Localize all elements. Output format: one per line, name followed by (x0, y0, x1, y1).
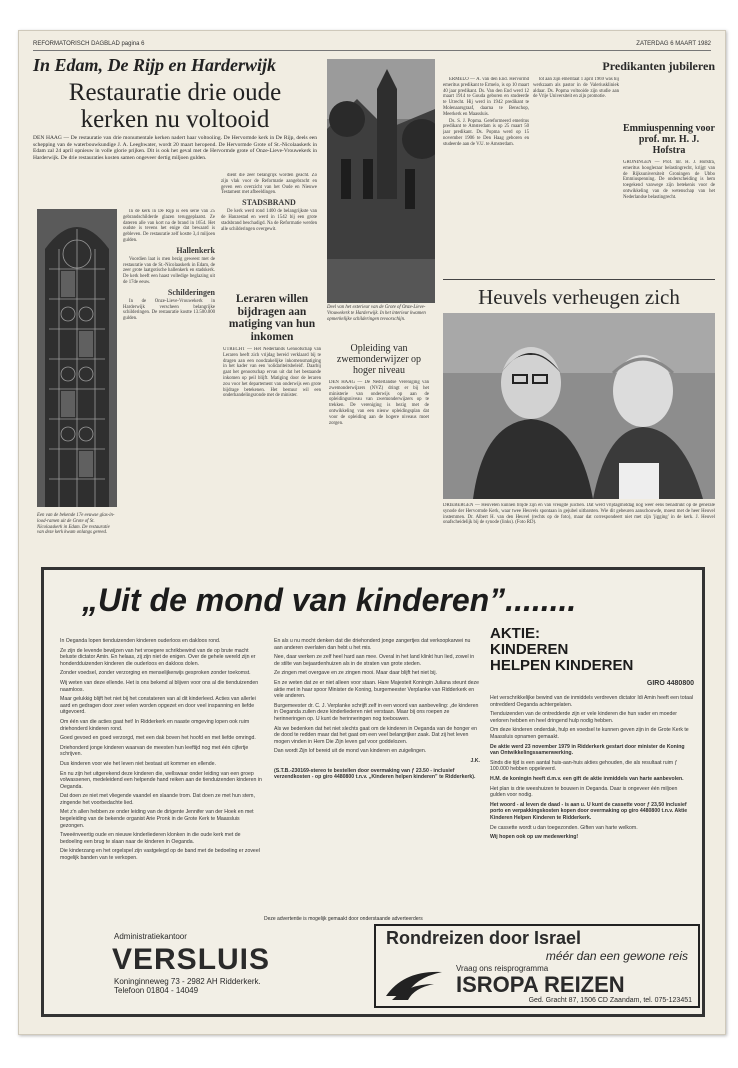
newspaper-page (18, 30, 726, 1035)
ad-left-column (60, 638, 264, 908)
church-exterior-image (327, 59, 435, 303)
church-photo (327, 59, 435, 303)
predikanten-p1: ERMELO — A. van den End. Hervormd emeritus predikant te Ermelo, is op 10 maart 40 jaar predikant. Ds. Van den End werd 12 maart 1914 te Gouda geboren en studeerde te Utrecht. Hij werd in 1942 predikant te Molenaarsgraaf, daarna te Benschop, Meerkerk en Maassluis. (443, 77, 529, 117)
header-left: REFORMATORISCH DAGBLAD pagina 6 (33, 41, 145, 47)
window-caption: Een van de bekende 17e eeuwse glas-in-lood-ramen uit de Grote of St. Nicolaaskerk in Edam. De restauratie van deze kerk kwam onlangs gereed. (37, 513, 115, 536)
ad-mid-signature: J.K. (470, 757, 480, 764)
page-header (33, 39, 711, 51)
ad-left-p: Om één van die acties gaat het! In Ridderkerk en naaste omgeving lopen ook ruim driehonderd kinderen rond. (60, 718, 250, 732)
opleiding-article (329, 343, 429, 530)
hofstra-title: Emmiuspenning voor prof. mr. H. J. Hofstra (623, 123, 715, 156)
ad-mid-order: (S.T.B.-230169-stereo te bestellen door overmaking van ƒ 23.50 - inclusief verzendkosten - op giro 4480800 t.n.v. „Kinderen helpen kinderen” te Ridderkerk). (274, 767, 476, 781)
ad-mid-p: Nee, daar werken ze zelf heel hard aan mee. Overal in het land klinkt hun lied, zowel in de stilte van bejaardenhuizen als in de straten van grote steden. (274, 654, 475, 667)
heuvels-caption: DRIEBERGEN — Heuvelen kunnen blijde zijn en van vreugde juichen. Dat werd vrijdagmiddag nog weer eens benadrukt op de generale synode der Hervormde Kerk, waar twee Heuvels spontaan in gejubel uitbarsten. Wie dit gebeuren aanschouwde, moest met de heer Heuvel instemmen. Dr. Albert H. van den Heuvel (rechts op de foto), maar dat correspondeert niet met zijn 'jigging' in de kerk. J. Heuvel onafscheidelijk bij de synode (links). (Foto RD). (443, 503, 715, 526)
ad-mid-p: Dan wordt Zijn lof bereid uit de mond van kinderen en zuigelingen. (274, 748, 427, 755)
ad-left-p: Ze zijn de levende bewijzen van het vroegere schrikbewind van de op brute macht beluste dictator Amin. En helaas, zij zijn niet de enigen. Over de gehele wereld zijn er honderdduizenden kinderen die ouderloos en dakloos dolen. (60, 647, 256, 667)
kinderen-advertisement (41, 567, 705, 1017)
two-men-image (443, 313, 715, 499)
ad-left-p: Tweeënveertig oude en nieuwe kinderliederen klonken in die oude kerk met de bedoeling een brug te slaan naar de kinderen in Oeganda. (60, 832, 241, 845)
edam-col1-p3: In de Onze-Lieve-Vrouwekerk in Harderwijk verscheen belangrijke schilderingen. De restauratie kostte 13.500.000 gulden. (123, 298, 215, 322)
predikanten-col-2 (533, 77, 619, 277)
stained-glass-photo (37, 209, 117, 507)
giro-number: GIRO 4480800 (646, 680, 694, 687)
ad-right-p: Het verschrikkelijke bewind van de inmiddels verdreven dictator Idi Amin heeft een totaal ontredderd Oeganda achtergelaten. (490, 695, 693, 708)
ad-left-p: Maar gelukkig blijft het niet bij het constateren van al dit kinderleed. Acties van allerlei aard en gedragen door zeer velen worden opgezet en door veel inspanning en liefde uitgevoerd. (60, 696, 256, 716)
versluis-label: Administratiekantoor (114, 932, 187, 941)
ad-mid-p: En ze weten dat ze er niet alleen voor staan. Hare Majesteit Koningin Juliana steunt deze aktie met in haar spoor Minister de Koning, burgemeester Verplanke van Ridderkerk en vele anderen. (274, 679, 480, 700)
opleiding-body: DEN HAAG — De Nederlandse Vereniging van zwemonderwijzers (NVZ) dringt er bij het ministerie van onderwijs op aan de opleidingsniveau van zwemonderwijzers op te trekken. De vereniging is bezig met de ontwikkeling van een nieuw opleidingsplan dat voor de opleiding aan de hogere niveaus moet zorgen. (329, 380, 429, 426)
ad-left-p: Wij weten van deze ellende. Het is ons bekend al blijven voor ons al die tienduizenden naamloos. (60, 679, 259, 693)
predikanten-col-1 (443, 77, 529, 277)
aktie-line-2: KINDEREN (490, 641, 569, 658)
hofstra-body: GRONINGEN — Prof. mr. H. J. Hofstra, emeritus hoogleraar belastingrecht, krijgt van de Rijksuniversiteit Groningen de Ubbo Emmiuspenning. De onderscheiding is hem toegekend vanwege zijn betekenis voor de ontwikkeling van de wetenschap van het Nederlandse belastingrecht. (623, 160, 715, 200)
edam-col1-p1: In de kerk in De Rijp is een serie van 25 gebrandschilderde glazen teruggeplaatst. Ze dateren alle van kort na de brand in 1654. Het oudste is tevens het enige dat bewaard is gebleven. De restauratie zelf kostte 3,4 miljoen gulden. (123, 209, 215, 243)
edam-col1-p2: Voordien laat is men bezig geweest met de restauratie van de St.-Nicolaaskerk in Edam, de zeer grote laatgotische hallenkerk en stadskerk. De kerk heeft een haast volledige beglazing uit de 17de eeuw. (123, 256, 215, 285)
ad-right-p: De cassette wordt u dan toegezonden. Giften van harte welkom. (490, 824, 638, 831)
sub-stadsbrand: STADSBRAND (242, 198, 296, 208)
ad-left-p: Goed gevoed en goed verzorgd, met een dak boven het hoofd en met liefde omringd. (60, 735, 256, 742)
ad-mid-p: Als we bedenken dat het niet slechts gaat om de kinderen in Oeganda van de honger en de dood te redden maar dat het gaat om een veel belangrijker zaak. Dat zij het leven mogen vinden in Hem Die Zijn leven gaf voor goddelozen. (274, 725, 478, 745)
aktie-line-3: HELPEN KINDEREN (490, 657, 634, 674)
ad-title: „Uit de mond van kinderen”........ (82, 582, 577, 618)
aktie-line-1: AKTIE: (490, 625, 540, 642)
isropa-line1: Rondreizen door Israel (386, 928, 582, 948)
ad-mid-p: Burgemeester dr. C. J. Verplanke schrijft zelf in een woord van aanbeveling: „de kinderen in Oeganda zullen deze kinderliederen niet verstaan. Maar bij ons roepen ze herinneringen op. U kunt de herinneringen nog toebouwen. (274, 702, 479, 722)
church-caption: Deel van het exterieur van de Grote of Onze-Lieve-Vrouwekerk te Harderwijk. In het interieur kwamen opmerkelijke schilderingen tevoorschijn. (327, 305, 426, 322)
ad-right-p: Het woord - al leven de daad - is aan u. U kunt de cassette voor ƒ 23,50 inclusief porto en verpakkingskosten kopen door overmaking op giro 4480800 t.n.v. Aktie Kinderen Helpen Kinderen te Ridderkerk. (490, 801, 688, 821)
ad-right-p: Wij hopen ook op uw medewerking! (490, 834, 579, 841)
ad-left-p: Die kinderzang en het orgelspel zijn vastgelegd op de band met de bedoeling er zoveel mogelijk banden van te verkopen. (60, 848, 260, 862)
header-right: ZATERDAG 6 MAART 1982 (636, 41, 711, 47)
edam-col-1 (123, 209, 215, 549)
stained-glass-window (37, 209, 117, 507)
leraren-article (223, 293, 321, 532)
ad-mid-column (274, 638, 480, 908)
opleiding-headline: Opleiding van zwemonderwijzer op hoger niveau (336, 343, 422, 376)
versluis-name: VERSLUIS (112, 943, 271, 976)
ad-right-p: Om deze kinderen onderdak, hulp en voedsel te kunnen geven zijn in de Grote Kerk te Maassluis opnamen gemaakt. (490, 727, 689, 740)
edam-headline: Restauratie drie oude kerken nu voltooid (68, 79, 282, 133)
ad-right-p: H.M. de koningin heeft d.m.v. een gift de aktie inmiddels van harte aanbevolen. (490, 775, 684, 782)
ad-left-p: Dus kinderen voor wie het leven niet bestaat uit kommer en ellende. (60, 760, 216, 767)
edam-kicker: In Edam, De Rijp en Harderwijk (33, 55, 277, 75)
ad-left-p: Met z'n allen hebben ze onder leiding van de dirigente Jennifer van der Hoek en met begeleiding van de bekende organist Arie Pronk in de Grote Kerk te Maassluis gezongen. (60, 809, 254, 829)
isropa-name: ISROPA REIZEN (456, 972, 625, 997)
isropa-line2: méér dan een gewone reis (545, 949, 688, 963)
ad-mid-p: Ze zingen met overgave en ze zingen mooi. Maar daar blijft het niet bij. (274, 670, 437, 677)
edam-col2-p2: De kerk werd rond 1400 de belangrijkste van de Hanzestad en werd in 1542 bij een grote stadsbrand beschadigd. Na de Reformatie werden alle schilderingen overgewit. (221, 209, 317, 232)
hofstra-article (623, 123, 715, 270)
edam-col2-p1: dient die zeer belangrijk worden geacht. Zo zijn vlak voor de Reformatie aangebracht en geven een overzicht van het Oude en Nieuwe Testament met afbeeldingen. (221, 173, 317, 196)
heuvels-headline: Heuvels verheugen zich (478, 285, 680, 309)
ad-left-p: In Oeganda lopen tienduizenden kinderen ouderloos en dakloos rond. (60, 638, 221, 644)
isropa-address: Ged. Gracht 87, 1506 CD Zaandam, tel. 075-123451 (528, 997, 692, 1004)
ad-right-p: Tienduizenden van de ontredderde zijn er vele kinderen die hun vader en moeder verloren hebben en heel dringend hulp nodig hebben. (490, 711, 677, 724)
ad-right-p: De aktie werd 23 november 1979 in Ridderkerk gestart door minister de Koning van Ontwikkelingssamenwerking. (490, 743, 685, 757)
heuvels-photo (443, 313, 715, 499)
isropa-ad (374, 924, 700, 1008)
ad-mid-p: En als u nu mocht denken dat die driehonderd jonge zangertjes dat verkoopkarwei nu aan anderen overlaten dan hebt u het mis. (274, 638, 471, 651)
heuvels-rule (443, 279, 715, 280)
edam-lede: DEN HAAG — De restauratie van drie monumentale kerken nadert haar voltooiing. De Hervormde kerk in De Rijp, deels een schepping van de waterbouwkundige J. A. Leeghwater, wordt 20 maart heropend. De Hervormde Grote of St.-Nicolaaskerk in Edam zal 24 april opnieuw in volle glorie prijken. Dit is ook het geval met de Hervormde grote of Onze-Lieve-Vrouwekerk in Harderwijk. De drie restauraties kosten samen ongeveer dertig miljoen gulden. (33, 135, 317, 161)
isropa-line3: Vraag ons reisprogramma (456, 964, 549, 973)
versluis-phone: Telefoon 01804 - 14049 (114, 986, 199, 995)
leraren-headline: Leraren willen bijdragen aan matiging van hun inkomen (228, 293, 316, 343)
versluis-ad (54, 926, 354, 1006)
predikanten-p3: tot aan zijn emeritaat 1 april 1969 was hij werkzaam als pastor in de Valeriuskliniek aldaar. Ds. Popma voltooide zijn studie aan de Vrije Universiteit en zijn promotie. (533, 77, 619, 100)
leraren-body: UTRECHT — Het Nederlands Genootschap van Leraren heeft zich vrijdag bereid verklaard bij te dragen aan een noodzakelijke inkomensmatiging in het kader van een 'solidariteitsbeleid'. Daarbij gaat het genootschap ervan uit dat het bestaande inkomen op peil blijft. Matiging door de leraren zou voor het departement van onderwijs een grote bijdrage betekenen. Het bestuur wil een onderhandelingsronde met de minister. (223, 347, 321, 399)
sub-schilderingen: Schilderingen (167, 287, 215, 297)
ad-right-p: Sinds die tijd is een aantal huis-aan-huis akties gehouden, die als resultaat ruim ƒ 100.000 hebben opgeleverd. (490, 759, 678, 773)
sub-hallenkerk: Hallenkerk (176, 245, 215, 255)
ad-left-p: Dat doen ze niet met vliegende vaandel en slaande trom. Dat doen ze met hun stem, zingende het voorbedachte lied. (60, 793, 255, 806)
predikanten-title: Predikanten jubileren (602, 59, 715, 73)
isropa-bird-logo (384, 966, 444, 1002)
edam-col-2 (221, 173, 317, 303)
ad-left-p: Driehonderd jonge kinderen waarvan de meesten hun leeftijd nog met één cijfertje schrijven. (60, 744, 249, 758)
ad-right-p: Het plan is drie weeshuizen te bouwen in Oeganda. Daar is ongeveer één miljoen gulden voor nodig. (490, 785, 678, 799)
sponsor-note: Deze advertentie is mogelijk gemaakt door onderstaande adverteerders (264, 916, 423, 922)
ad-left-p: Zonder voedsel, zonder verzorging en menselijkerwijs gesproken zonder toekomst. (60, 670, 251, 677)
ad-left-p: En nu zijn het uitgerekend deze kinderen die, wellswaar onder leiding van een groep volwassenen, medeleidend een helpende hand reiken aan de tienduizenden kinderen in Oeganda. (60, 770, 262, 790)
versluis-address: Koninginneweg 73 - 2982 AH Ridderkerk. (114, 977, 261, 986)
predikanten-p2: Ds. S. J. Popma. Gereformeerd emeritus predikant te Amsterdam is op 25 maart 50 jaar predikant. Ds. Popma werd op 15 november 1906 te Den Haag geboren en studeerde aan de V.U. te Amsterdam. (443, 118, 529, 147)
ad-right-column (490, 626, 694, 910)
